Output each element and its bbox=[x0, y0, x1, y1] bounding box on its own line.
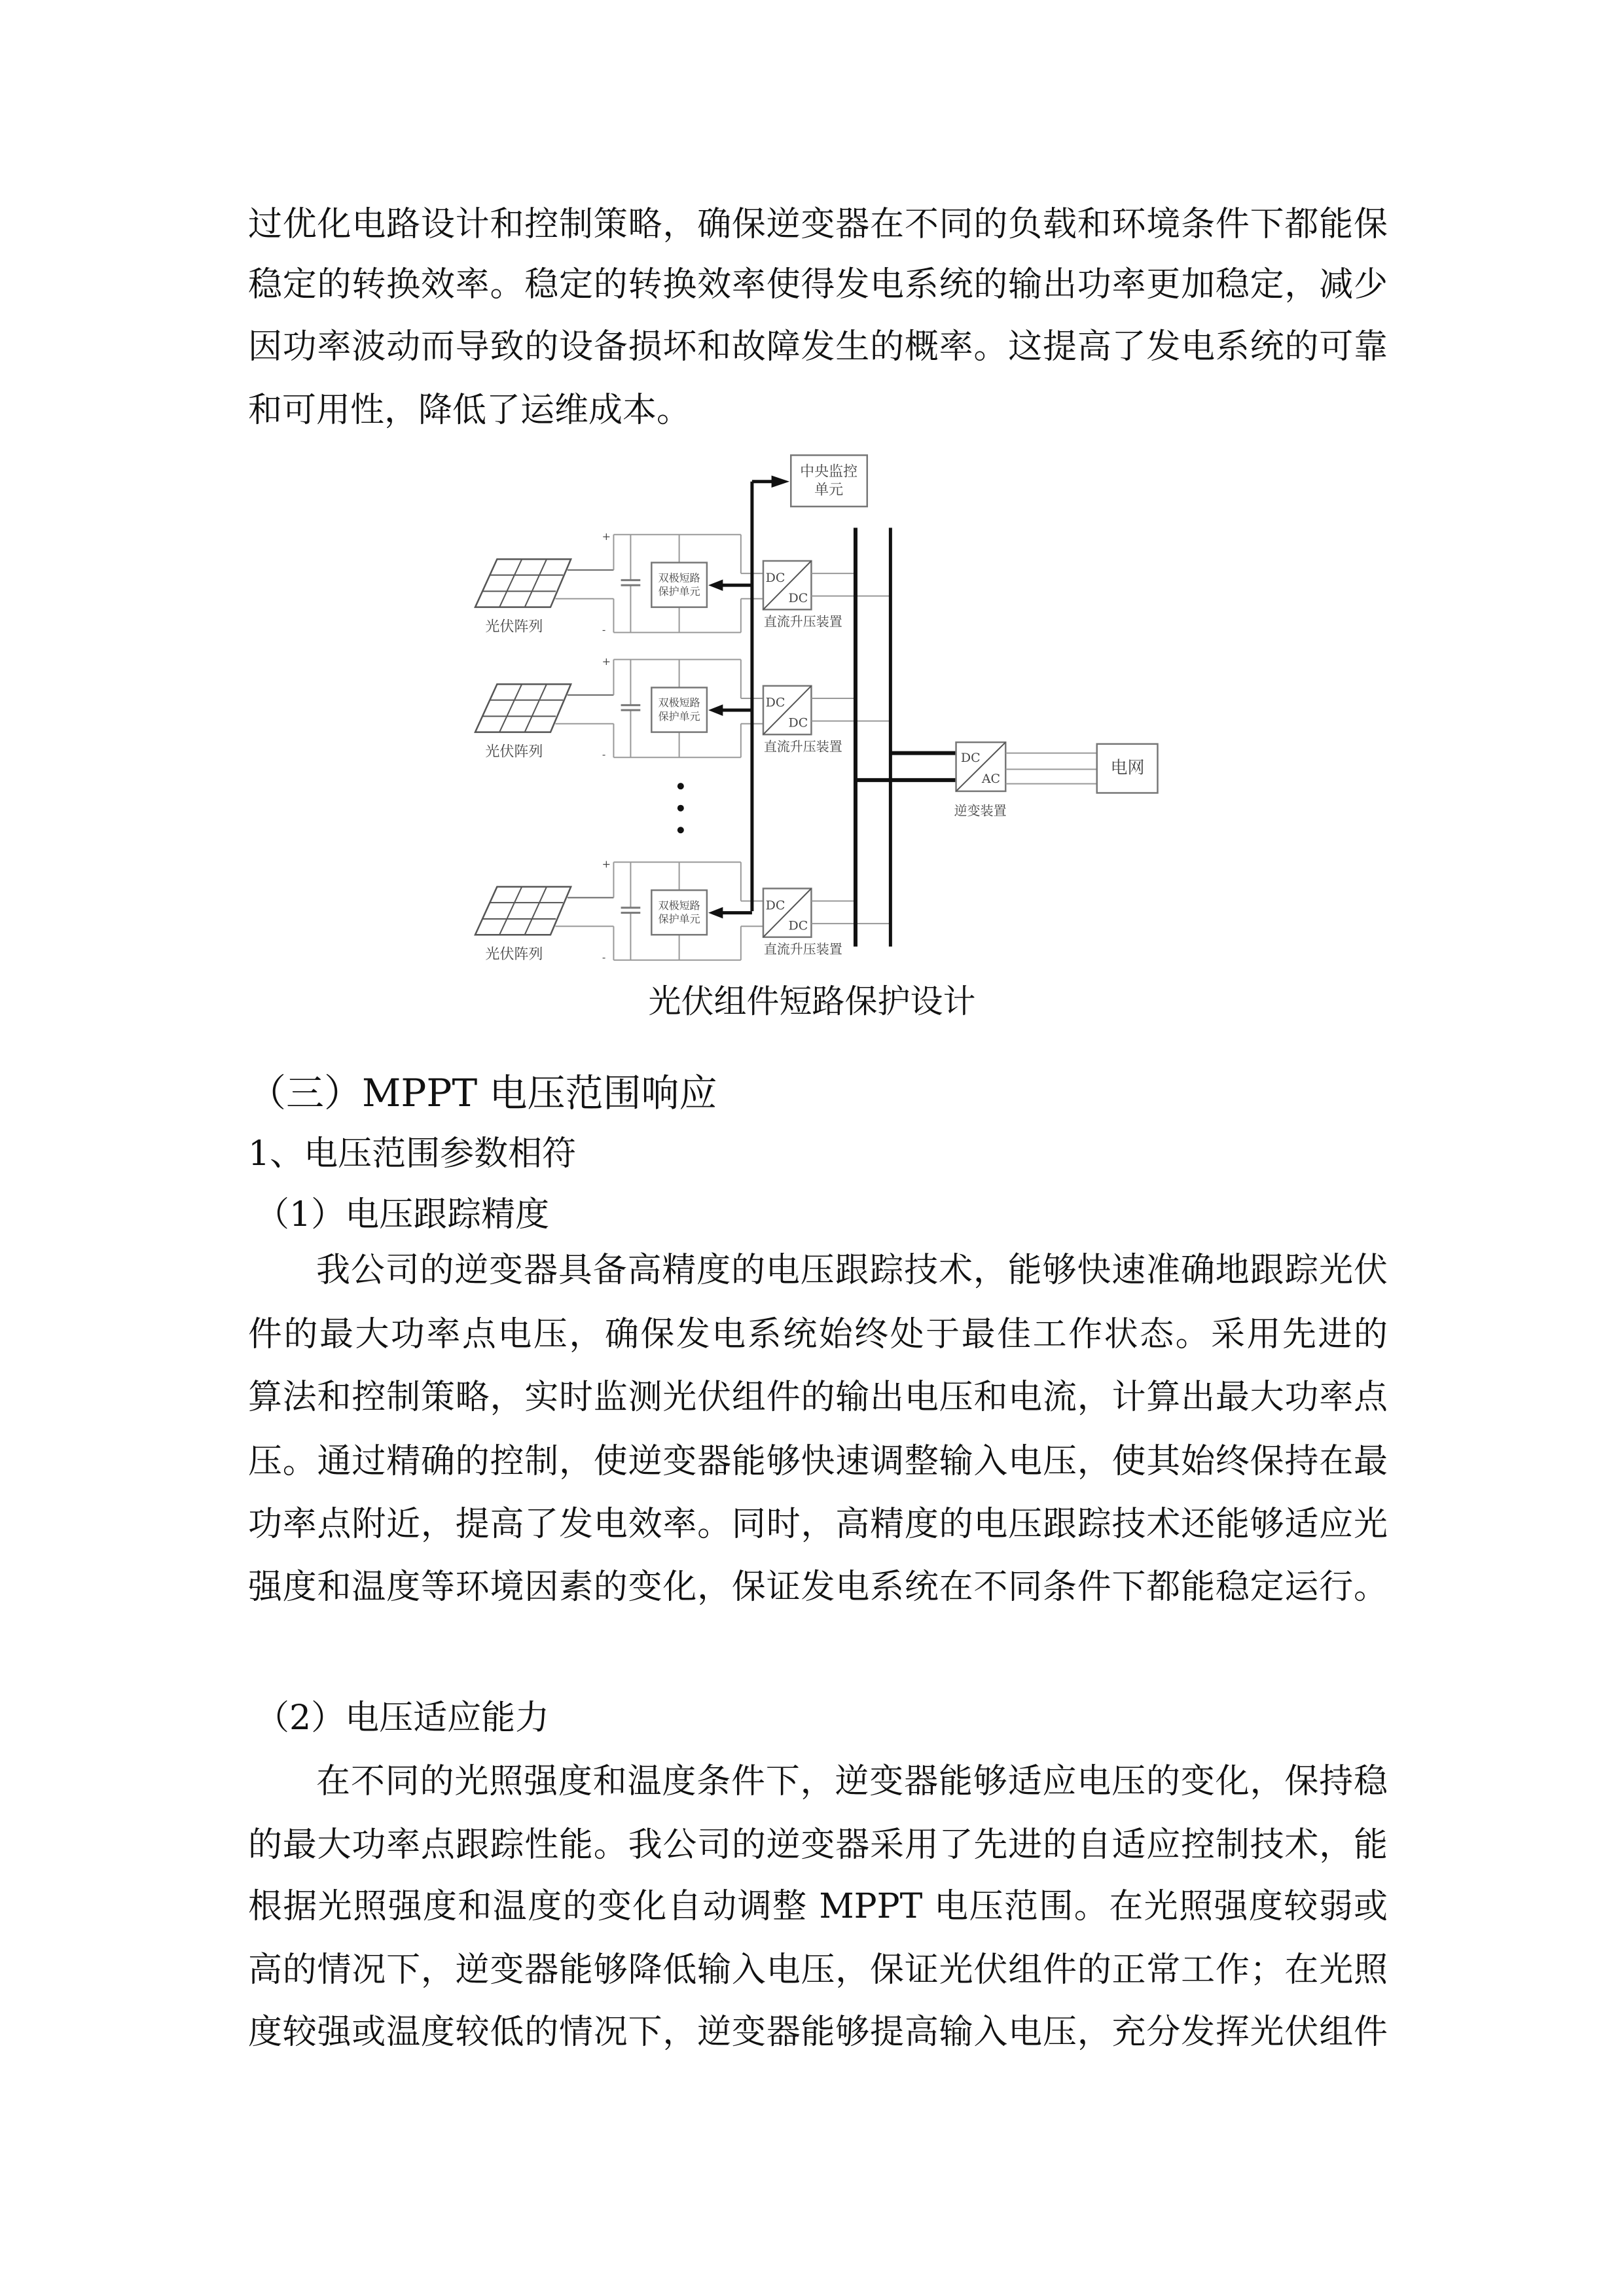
dc-boost-device-label: 直流升压装置 bbox=[763, 941, 842, 957]
central-monitoring-unit-box bbox=[791, 455, 867, 506]
plus-sign: + bbox=[602, 529, 611, 543]
item2-heading: （2）电压适应能力 bbox=[255, 1698, 550, 1738]
text-line: 稳定的转换效率。稳定的转换效率使得发电系统的输出功率更加稳定，减少 bbox=[248, 265, 1388, 304]
protection-unit-label: 双极短路 bbox=[658, 899, 700, 912]
text-line: 强度和温度等环境因素的变化，保证发电系统在不同条件下都能稳定运行。 bbox=[248, 1568, 1388, 1607]
protection-unit-label: 保护单元 bbox=[658, 709, 700, 723]
dc-boost-device-label: 直流升压装置 bbox=[763, 738, 842, 755]
dcdc-input-label: DC bbox=[765, 898, 785, 913]
protection-unit-label: 保护单元 bbox=[658, 912, 700, 925]
pv-unit bbox=[475, 857, 890, 963]
text-line: 根据光照强度和温度的变化自动调整 MPPT 电压范围。在光照强度较弱或 bbox=[248, 1887, 1388, 1926]
arrowhead-icon bbox=[772, 475, 789, 488]
figure-caption: 光伏组件短路保护设计 bbox=[648, 982, 976, 1020]
dcdc-output-label: DC bbox=[788, 918, 808, 933]
inverter-device-label: 逆变装置 bbox=[954, 802, 1007, 819]
protection-unit-label: 双极短路 bbox=[658, 571, 700, 584]
protection-unit-label: 双极短路 bbox=[658, 696, 700, 709]
section-heading: （三）MPPT 电压范围响应 bbox=[248, 1071, 717, 1115]
text-line: 算法和控制策略，实时监测光伏组件的输出电压和电流，计算出最大功率点 bbox=[248, 1378, 1388, 1417]
dcdc-input-label: DC bbox=[765, 570, 785, 585]
minus-sign: - bbox=[602, 950, 606, 963]
inverter-input-label: DC bbox=[960, 750, 981, 765]
dcdc-output-label: DC bbox=[788, 590, 808, 605]
plus-sign: + bbox=[602, 655, 611, 668]
inverter-output-label: AC bbox=[981, 771, 1001, 786]
text-line: 高的情况下，逆变器能够降低输入电压，保证光伏组件的正常工作；在光照 bbox=[248, 1950, 1388, 1990]
text-line: 度较强或温度较低的情况下，逆变器能够提高输入电压，充分发挥光伏组件 bbox=[248, 2013, 1388, 2052]
ellipsis-dot-icon bbox=[677, 827, 684, 833]
arrowhead-icon bbox=[708, 704, 723, 716]
solar-panel-icon bbox=[475, 887, 571, 935]
power-grid-label: 电网 bbox=[1110, 758, 1145, 778]
dcdc-input-label: DC bbox=[765, 695, 785, 710]
pv-array-label: 光伏阵列 bbox=[485, 744, 543, 761]
solar-panel-icon bbox=[475, 684, 571, 732]
text-line: 因功率波动而导致的设备损坏和故障发生的概率。这提高了发电系统的可靠 bbox=[248, 327, 1388, 367]
dc-boost-device-label: 直流升压装置 bbox=[763, 613, 842, 630]
central-monitoring-label: 单元 bbox=[814, 482, 844, 499]
text-line: 和可用性，降低了运维成本。 bbox=[248, 391, 691, 430]
pv-short-circuit-protection-diagram bbox=[458, 445, 1211, 969]
plus-sign: + bbox=[602, 857, 611, 870]
minus-sign: - bbox=[602, 623, 606, 636]
ellipsis-dot-icon bbox=[677, 783, 684, 789]
dcdc-output-label: DC bbox=[788, 715, 808, 730]
text-line: 我公司的逆变器具备高精度的电压跟踪技术，能够快速准确地跟踪光伏 bbox=[316, 1251, 1388, 1290]
arrowhead-icon bbox=[708, 907, 723, 919]
ellipsis-dot-icon bbox=[677, 805, 684, 812]
text-line: 过优化电路设计和控制策略，确保逆变器在不同的负载和环境条件下都能保 bbox=[248, 205, 1388, 244]
central-monitoring-label: 中央监控 bbox=[800, 463, 858, 480]
pv-array-label: 光伏阵列 bbox=[485, 946, 543, 963]
arrowhead-icon bbox=[708, 579, 723, 591]
pv-array-label: 光伏阵列 bbox=[485, 619, 543, 636]
text-line: 件的最大功率点电压，确保发电系统始终处于最佳工作状态。采用先进的 bbox=[248, 1315, 1388, 1354]
text-line: 压。通过精确的控制，使逆变器能够快速调整输入电压，使其始终保持在最 bbox=[248, 1442, 1388, 1481]
minus-sign: - bbox=[602, 748, 606, 761]
pv-unit bbox=[475, 655, 890, 761]
solar-panel-icon bbox=[475, 559, 571, 607]
subsection-heading: 1、电压范围参数相符 bbox=[248, 1134, 577, 1174]
protection-unit-label: 保护单元 bbox=[658, 584, 700, 598]
text-line: 在不同的光照强度和温度条件下，逆变器能够适应电压的变化，保持稳 bbox=[316, 1762, 1388, 1801]
text-line: 功率点附近，提高了发电效率。同时，高精度的电压跟踪技术还能够适应光 bbox=[248, 1505, 1388, 1544]
text-line: 的最大功率点跟踪性能。我公司的逆变器采用了先进的自适应控制技术，能 bbox=[248, 1825, 1388, 1865]
pv-unit bbox=[475, 530, 890, 636]
item1-heading: （1）电压跟踪精度 bbox=[255, 1195, 550, 1234]
